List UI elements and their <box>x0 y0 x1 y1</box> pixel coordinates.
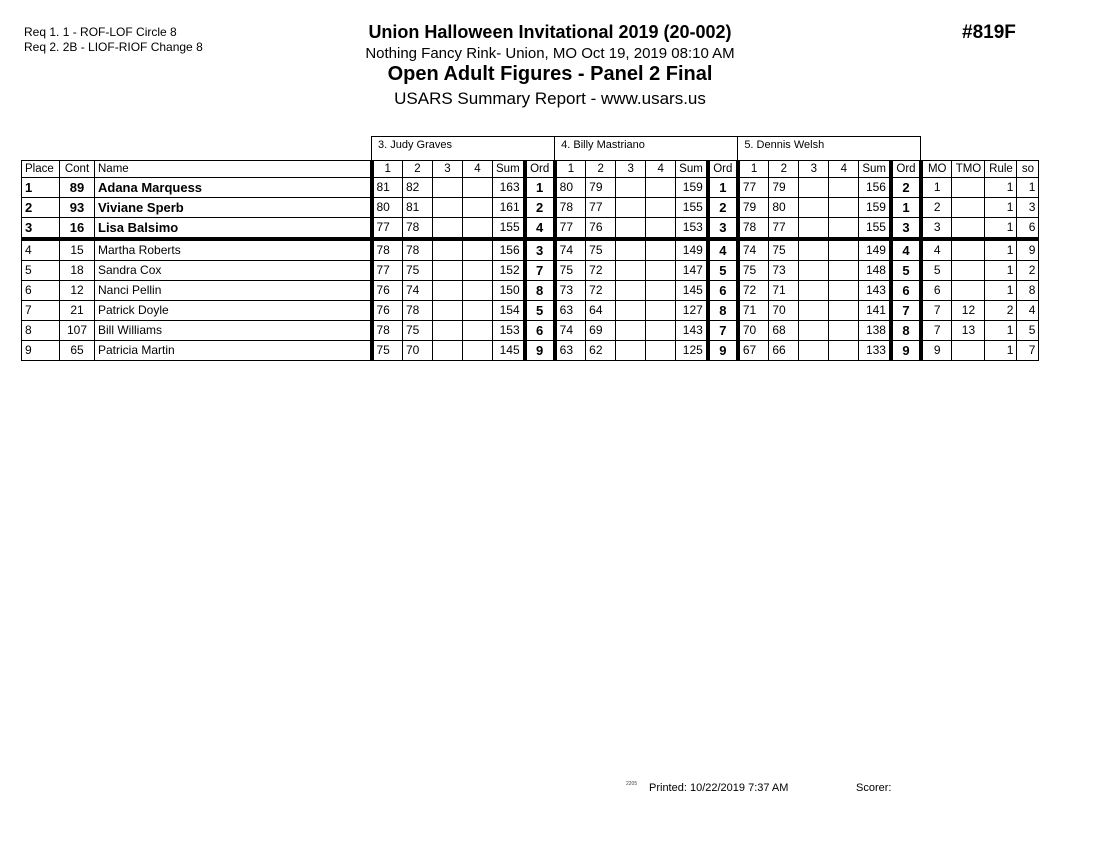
name-cell: Adana Marquess <box>95 178 372 198</box>
ordinal-cell: 9 <box>891 341 921 361</box>
ordinal-cell: 5 <box>891 261 921 281</box>
tmo-cell <box>952 341 985 361</box>
so-cell: 7 <box>1017 341 1039 361</box>
score-cell <box>433 301 463 321</box>
score-cell: 75 <box>403 321 433 341</box>
place-cell: 3 <box>22 218 60 240</box>
rule-cell: 1 <box>985 261 1017 281</box>
col-judge2-s1: 1 <box>555 161 586 178</box>
ordinal-cell: 6 <box>525 321 555 341</box>
score-cell <box>646 321 676 341</box>
printed-date: Printed: 10/22/2019 7:37 AM <box>649 782 789 794</box>
col-judge2-s2: 2 <box>586 161 616 178</box>
rule-cell: 1 <box>985 239 1017 261</box>
score-cell: 77 <box>372 218 403 240</box>
ordinal-cell: 8 <box>525 281 555 301</box>
ordinal-cell: 4 <box>708 239 738 261</box>
score-cell: 78 <box>403 218 433 240</box>
score-cell: 69 <box>586 321 616 341</box>
score-cell <box>433 198 463 218</box>
col-judge1-s3: 3 <box>433 161 463 178</box>
col-rule: Rule <box>985 161 1017 178</box>
col-judge2-s4: 4 <box>646 161 676 178</box>
name-cell: Viviane Sperb <box>95 198 372 218</box>
score-cell <box>463 198 493 218</box>
score-cell <box>799 301 829 321</box>
ordinal-cell: 7 <box>891 301 921 321</box>
col-judge1-s1: 1 <box>372 161 403 178</box>
score-cell: 72 <box>738 281 769 301</box>
place-cell: 2 <box>22 198 60 218</box>
score-cell <box>646 301 676 321</box>
score-cell: 63 <box>555 301 586 321</box>
score-cell <box>799 261 829 281</box>
score-cell: 72 <box>586 281 616 301</box>
score-cell <box>616 239 646 261</box>
col-judge3-s4: 4 <box>829 161 859 178</box>
mo-cell: 7 <box>921 321 952 341</box>
so-cell: 1 <box>1017 178 1039 198</box>
score-cell <box>646 261 676 281</box>
judge-3-name: 5. Dennis Welsh <box>738 137 921 161</box>
score-cell: 77 <box>769 218 799 240</box>
score-cell <box>616 198 646 218</box>
score-cell <box>646 239 676 261</box>
sum-cell: 149 <box>676 239 708 261</box>
event-code: #819F <box>962 22 1016 43</box>
score-cell: 75 <box>403 261 433 281</box>
rule-cell: 1 <box>985 198 1017 218</box>
score-cell: 78 <box>372 239 403 261</box>
name-cell: Patrick Doyle <box>95 301 372 321</box>
sum-cell: 161 <box>493 198 525 218</box>
sum-cell: 143 <box>859 281 891 301</box>
cont-cell: 16 <box>60 218 95 240</box>
score-cell: 80 <box>555 178 586 198</box>
score-cell <box>799 239 829 261</box>
col-judge3-s2: 2 <box>769 161 799 178</box>
score-cell: 71 <box>738 301 769 321</box>
judge-1-name: 3. Judy Graves <box>372 137 555 161</box>
score-cell: 76 <box>586 218 616 240</box>
rule-cell: 1 <box>985 281 1017 301</box>
score-cell <box>799 178 829 198</box>
requirement-2: Req 2. 2B - LIOF-RIOF Change 8 <box>24 40 203 54</box>
score-cell: 74 <box>555 239 586 261</box>
score-cell: 77 <box>586 198 616 218</box>
score-cell: 63 <box>555 341 586 361</box>
col-cont: Cont <box>60 161 95 178</box>
rule-cell: 1 <box>985 341 1017 361</box>
cont-cell: 15 <box>60 239 95 261</box>
tmo-cell <box>952 198 985 218</box>
score-cell: 68 <box>769 321 799 341</box>
table-row <box>22 301 1039 321</box>
event-name: Union Halloween Invitational 2019 (20-002) <box>368 22 732 42</box>
ordinal-cell: 1 <box>525 178 555 198</box>
score-cell: 70 <box>403 341 433 361</box>
score-cell: 70 <box>769 301 799 321</box>
table-row <box>22 178 1039 198</box>
ordinal-cell: 5 <box>525 301 555 321</box>
so-cell: 9 <box>1017 239 1039 261</box>
tmo-cell <box>952 178 985 198</box>
mo-cell: 3 <box>921 218 952 240</box>
tmo-cell <box>952 261 985 281</box>
place-cell: 4 <box>22 239 60 261</box>
ordinal-cell: 2 <box>525 198 555 218</box>
ordinal-cell: 1 <box>708 178 738 198</box>
table-row <box>22 198 1039 218</box>
score-cell <box>799 341 829 361</box>
score-cell: 77 <box>738 178 769 198</box>
score-cell <box>646 281 676 301</box>
score-cell: 76 <box>372 301 403 321</box>
score-cell <box>829 239 859 261</box>
score-cell <box>646 218 676 240</box>
score-cell <box>829 218 859 240</box>
col-judge1-ord: Ord <box>525 161 555 178</box>
score-cell: 78 <box>372 321 403 341</box>
table-row <box>22 218 1039 240</box>
score-cell: 79 <box>586 178 616 198</box>
place-cell: 9 <box>22 341 60 361</box>
report-title: USARS Summary Report - www.usars.us <box>394 89 706 108</box>
name-cell: Lisa Balsimo <box>95 218 372 240</box>
score-cell: 78 <box>403 301 433 321</box>
score-cell: 73 <box>769 261 799 281</box>
ordinal-cell: 8 <box>708 301 738 321</box>
sum-cell: 153 <box>676 218 708 240</box>
ordinal-cell: 1 <box>891 198 921 218</box>
sum-cell: 150 <box>493 281 525 301</box>
score-cell: 74 <box>555 321 586 341</box>
col-judge3-s3: 3 <box>799 161 829 178</box>
ordinal-cell: 7 <box>708 321 738 341</box>
score-cell <box>829 301 859 321</box>
requirements <box>24 25 203 55</box>
score-cell <box>433 261 463 281</box>
sum-cell: 156 <box>493 239 525 261</box>
score-cell <box>463 218 493 240</box>
score-cell: 79 <box>769 178 799 198</box>
score-cell: 76 <box>372 281 403 301</box>
score-cell: 75 <box>769 239 799 261</box>
col-judge3-sum: Sum <box>859 161 891 178</box>
sum-cell: 163 <box>493 178 525 198</box>
tmo-cell: 12 <box>952 301 985 321</box>
mo-cell: 5 <box>921 261 952 281</box>
score-cell: 75 <box>586 239 616 261</box>
sum-cell: 125 <box>676 341 708 361</box>
score-cell: 80 <box>372 198 403 218</box>
scorer-label: Scorer: <box>856 782 892 794</box>
table-row <box>22 239 1039 261</box>
score-cell <box>616 281 646 301</box>
ordinal-cell: 3 <box>525 239 555 261</box>
place-cell: 7 <box>22 301 60 321</box>
so-cell: 5 <box>1017 321 1039 341</box>
sum-cell: 156 <box>859 178 891 198</box>
sum-cell: 141 <box>859 301 891 321</box>
score-cell <box>433 239 463 261</box>
tmo-cell: 13 <box>952 321 985 341</box>
cont-cell: 93 <box>60 198 95 218</box>
score-cell: 64 <box>586 301 616 321</box>
ordinal-cell: 9 <box>525 341 555 361</box>
column-header-row <box>22 161 1039 178</box>
score-cell: 80 <box>769 198 799 218</box>
score-cell <box>433 341 463 361</box>
score-cell <box>829 321 859 341</box>
sum-cell: 143 <box>676 321 708 341</box>
score-cell: 75 <box>738 261 769 281</box>
ordinal-cell: 3 <box>891 218 921 240</box>
ordinal-cell: 8 <box>891 321 921 341</box>
sum-cell: 154 <box>493 301 525 321</box>
ordinal-cell: 4 <box>525 218 555 240</box>
sum-cell: 159 <box>676 178 708 198</box>
score-cell: 79 <box>738 198 769 218</box>
score-cell: 75 <box>372 341 403 361</box>
tmo-cell <box>952 239 985 261</box>
cont-cell: 12 <box>60 281 95 301</box>
col-judge2-s3: 3 <box>616 161 646 178</box>
col-judge2-sum: Sum <box>676 161 708 178</box>
col-mo: MO <box>921 161 952 178</box>
score-cell: 75 <box>555 261 586 281</box>
venue-date: Nothing Fancy Rink- Union, MO Oct 19, 2019 08:10 AM <box>365 45 735 62</box>
col-so: so <box>1017 161 1039 178</box>
sum-cell: 148 <box>859 261 891 281</box>
score-cell <box>616 218 646 240</box>
sum-cell: 155 <box>676 198 708 218</box>
score-cell: 71 <box>769 281 799 301</box>
score-cell: 67 <box>738 341 769 361</box>
score-cell <box>646 198 676 218</box>
col-judge2-ord: Ord <box>708 161 738 178</box>
so-cell: 4 <box>1017 301 1039 321</box>
col-judge1-s4: 4 <box>463 161 493 178</box>
sum-cell: 153 <box>493 321 525 341</box>
place-cell: 8 <box>22 321 60 341</box>
judge-header-row <box>22 137 1039 161</box>
sum-cell: 149 <box>859 239 891 261</box>
sum-cell: 155 <box>493 218 525 240</box>
name-cell: Martha Roberts <box>95 239 372 261</box>
score-cell <box>616 178 646 198</box>
sum-cell: 138 <box>859 321 891 341</box>
score-cell <box>616 301 646 321</box>
so-cell: 3 <box>1017 198 1039 218</box>
score-cell <box>799 218 829 240</box>
cont-cell: 18 <box>60 261 95 281</box>
score-cell <box>463 239 493 261</box>
score-cell <box>463 178 493 198</box>
mo-cell: 9 <box>921 341 952 361</box>
so-cell: 2 <box>1017 261 1039 281</box>
score-cell <box>463 261 493 281</box>
score-cell: 78 <box>738 218 769 240</box>
score-cell <box>646 178 676 198</box>
sum-cell: 133 <box>859 341 891 361</box>
score-cell: 62 <box>586 341 616 361</box>
place-cell: 5 <box>22 261 60 281</box>
score-cell <box>799 198 829 218</box>
rule-cell: 1 <box>985 321 1017 341</box>
score-cell <box>463 341 493 361</box>
judge-2-name: 4. Billy Mastriano <box>555 137 738 161</box>
ordinal-cell: 2 <box>891 178 921 198</box>
col-tmo: TMO <box>952 161 985 178</box>
name-cell: Sandra Cox <box>95 261 372 281</box>
score-cell <box>829 178 859 198</box>
col-judge3-s1: 1 <box>738 161 769 178</box>
col-place: Place <box>22 161 60 178</box>
mo-cell: 1 <box>921 178 952 198</box>
score-cell: 81 <box>403 198 433 218</box>
ordinal-cell: 3 <box>708 218 738 240</box>
mo-cell: 6 <box>921 281 952 301</box>
cont-cell: 89 <box>60 178 95 198</box>
sum-cell: 127 <box>676 301 708 321</box>
name-cell: Bill Williams <box>95 321 372 341</box>
score-cell: 81 <box>372 178 403 198</box>
col-judge1-sum: Sum <box>493 161 525 178</box>
name-cell: Nanci Pellin <box>95 281 372 301</box>
score-cell <box>433 218 463 240</box>
score-cell: 77 <box>555 218 586 240</box>
place-cell: 1 <box>22 178 60 198</box>
score-cell: 70 <box>738 321 769 341</box>
results-table <box>21 136 1039 361</box>
score-cell: 78 <box>555 198 586 218</box>
cont-cell: 21 <box>60 301 95 321</box>
ordinal-cell: 7 <box>525 261 555 281</box>
mo-cell: 2 <box>921 198 952 218</box>
score-cell <box>463 281 493 301</box>
so-cell: 6 <box>1017 218 1039 240</box>
ordinal-cell: 5 <box>708 261 738 281</box>
event-title: Open Adult Figures - Panel 2 Final <box>387 63 713 85</box>
so-cell: 8 <box>1017 281 1039 301</box>
mo-cell: 7 <box>921 301 952 321</box>
sum-cell: 155 <box>859 218 891 240</box>
score-cell <box>463 301 493 321</box>
score-cell: 78 <box>403 239 433 261</box>
ordinal-cell: 6 <box>708 281 738 301</box>
ordinal-cell: 2 <box>708 198 738 218</box>
tmo-cell <box>952 281 985 301</box>
tmo-cell <box>952 218 985 240</box>
col-name: Name <box>95 161 372 178</box>
table-row <box>22 341 1039 361</box>
requirement-1: Req 1. 1 - ROF-LOF Circle 8 <box>24 25 177 39</box>
tiny-code: 2205 <box>626 781 638 787</box>
table-row <box>22 261 1039 281</box>
cont-cell: 65 <box>60 341 95 361</box>
sum-cell: 145 <box>493 341 525 361</box>
name-cell: Patricia Martin <box>95 341 372 361</box>
score-cell: 74 <box>403 281 433 301</box>
place-cell: 6 <box>22 281 60 301</box>
score-cell <box>463 321 493 341</box>
ordinal-cell: 4 <box>891 239 921 261</box>
score-cell: 72 <box>586 261 616 281</box>
score-cell: 82 <box>403 178 433 198</box>
rule-cell: 1 <box>985 178 1017 198</box>
rule-cell: 2 <box>985 301 1017 321</box>
rule-cell: 1 <box>985 218 1017 240</box>
table-row <box>22 321 1039 341</box>
score-cell <box>829 261 859 281</box>
mo-cell: 4 <box>921 239 952 261</box>
score-cell <box>616 341 646 361</box>
score-cell: 77 <box>372 261 403 281</box>
sum-cell: 147 <box>676 261 708 281</box>
col-judge3-ord: Ord <box>891 161 921 178</box>
table-row <box>22 281 1039 301</box>
score-cell <box>829 281 859 301</box>
score-cell <box>433 321 463 341</box>
score-cell <box>616 321 646 341</box>
sum-cell: 152 <box>493 261 525 281</box>
sum-cell: 159 <box>859 198 891 218</box>
cont-cell: 107 <box>60 321 95 341</box>
score-cell <box>433 178 463 198</box>
col-judge1-s2: 2 <box>403 161 433 178</box>
sum-cell: 145 <box>676 281 708 301</box>
score-cell <box>433 281 463 301</box>
score-cell <box>829 341 859 361</box>
score-cell <box>616 261 646 281</box>
ordinal-cell: 9 <box>708 341 738 361</box>
score-cell: 66 <box>769 341 799 361</box>
score-cell <box>646 341 676 361</box>
score-cell: 74 <box>738 239 769 261</box>
score-cell <box>799 321 829 341</box>
score-cell <box>799 281 829 301</box>
ordinal-cell: 6 <box>891 281 921 301</box>
score-cell <box>829 198 859 218</box>
score-cell: 73 <box>555 281 586 301</box>
